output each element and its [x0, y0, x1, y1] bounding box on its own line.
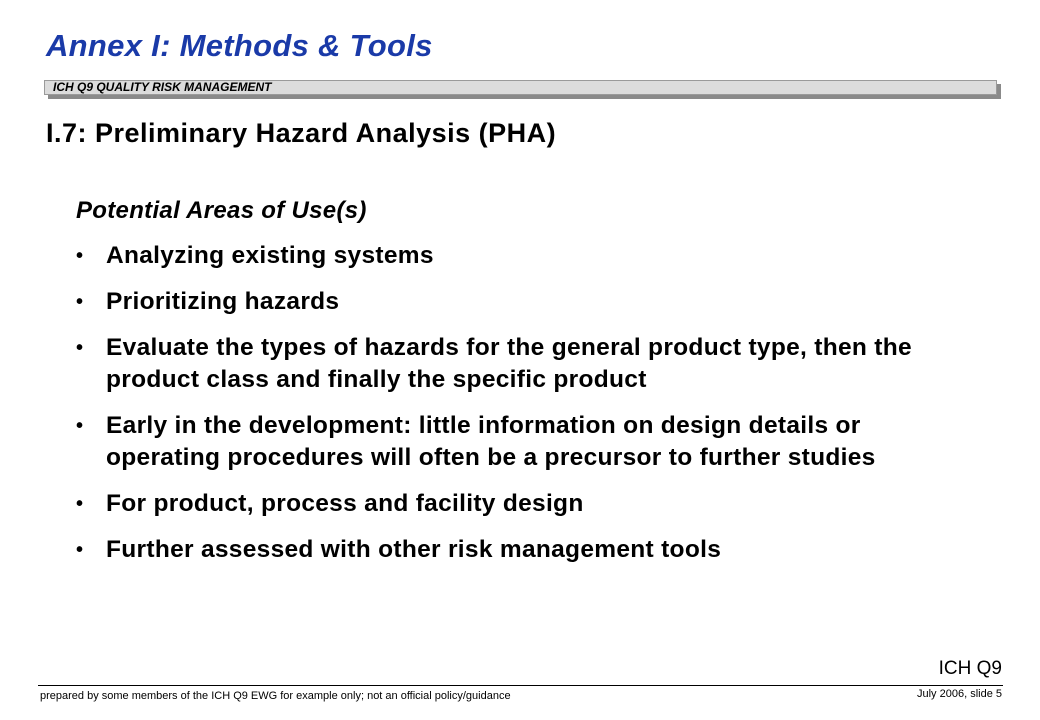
- subheading: Potential Areas of Use(s): [76, 197, 367, 224]
- bullet-icon: •: [76, 415, 84, 437]
- list-item: [76, 410, 956, 474]
- bullet-icon: •: [76, 291, 84, 313]
- list-item: [76, 240, 956, 272]
- bullet-text: Further assessed with other risk management tools: [106, 536, 722, 563]
- footer-disclaimer: prepared by some members of the ICH Q9 EWG for example only; not an official policy/guidance: [40, 690, 511, 702]
- slide-content: [76, 196, 956, 580]
- bullet-text: Evaluate the types of hazards for the general product type, then the product class and finally the specific product: [106, 334, 912, 393]
- list-item: [76, 332, 956, 396]
- footer-brand: ICH Q9: [938, 658, 1002, 679]
- bullet-icon: •: [76, 337, 84, 359]
- bullet-text: For product, process and facility design: [106, 490, 584, 517]
- bullet-text: Analyzing existing systems: [106, 242, 434, 269]
- bullet-icon: •: [76, 493, 84, 515]
- footer-slide-number: July 2006, slide 5: [917, 688, 1002, 700]
- list-item: [76, 488, 956, 520]
- bullet-icon: •: [76, 245, 84, 267]
- list-item: [76, 286, 956, 318]
- banner-text: ICH Q9 QUALITY RISK MANAGEMENT: [53, 80, 272, 94]
- bullet-text: Prioritizing hazards: [106, 288, 340, 315]
- page-title: I.7: Preliminary Hazard Analysis (PHA): [46, 118, 557, 148]
- annex-title: Annex I: Methods & Tools: [46, 28, 433, 63]
- bullet-icon: •: [76, 539, 84, 561]
- list-item: [76, 534, 956, 566]
- bullet-list: [76, 240, 956, 566]
- footer-divider: [38, 685, 1003, 686]
- section-banner: [44, 80, 997, 95]
- bullet-text: Early in the development: little information on design details or operating procedures will often be a precursor to further studies: [106, 412, 876, 471]
